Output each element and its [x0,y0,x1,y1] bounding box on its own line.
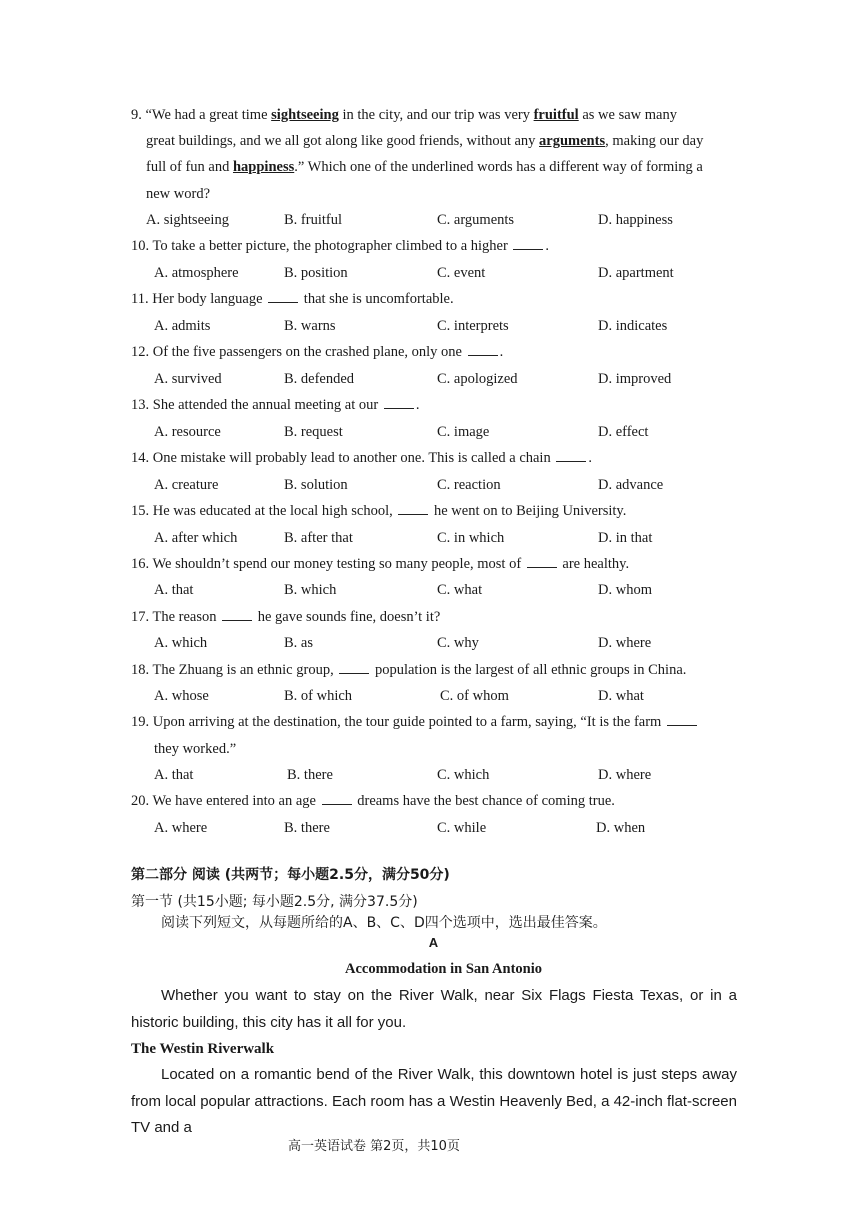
option-b: B. warns [284,318,336,334]
option-d: D. where [598,635,652,651]
paragraph-1: Whether you want to stay on the River Walk, near Six Flags Fiesta Texas, or in a historic building, this city has it all for you. [131,987,737,1031]
section-heading: 第一节 (共15小题; 每小题2.5分, 满分37.5分) [131,894,418,910]
answer-blank [667,714,697,726]
option-a: A. where [154,820,208,836]
underlined-word-happiness: happiness [232,159,295,175]
answer-blank [339,662,369,674]
option-a: A. atmosphere [154,265,239,281]
option-b: B. as [284,635,313,651]
question-16: 16. We shouldn’t spend our money testing so many people, most of are healthy. [131,556,630,572]
underlined-word-sightseeing: sightseeing [271,107,339,123]
option-a: A. creature [154,477,219,493]
option-b: B. fruitful [284,212,342,228]
option-d: D. where [598,767,652,783]
option-a: A. after which [154,530,238,546]
option-b: B. after that [284,530,353,546]
paragraph-2: Located on a romantic bend of the River Walk, this downtown hotel is just steps away from local popular attractions. Each room has a Westin Heavenly Bed, a 42-inch flat-screen TV and a [131,1066,737,1136]
option-a: A. that [154,582,194,598]
answer-blank [468,344,498,356]
answer-blank [513,238,543,250]
instruction: 阅读下列短文，从每题所给的A、B、C、D四个选项中，选出最佳答案。 [161,915,607,931]
option-c: C. which [437,767,490,783]
question-9-line-1: 9. “We had a great time sightseeing in the city, and our trip was very fruitful as we saw many [131,107,677,123]
option-b: B. there [287,767,333,783]
option-d: D. happiness [598,212,673,228]
question-18: 18. The Zhuang is an ethnic group, population is the largest of all ethnic groups in China. [131,662,687,678]
option-b: B. of which [284,688,353,704]
question-19: 19. Upon arriving at the destination, the tour guide pointed to a farm, saying, “It is the farm [131,713,699,731]
option-b: B. there [284,820,330,836]
option-c: C. image [437,424,490,440]
question-19-line-2: they worked.” [154,741,237,757]
option-a: A. sightseeing [146,212,229,228]
option-d: D. indicates [598,318,668,334]
question-11: 11. Her body language that she is uncomfortable. [131,291,454,307]
option-b: B. defended [284,371,355,387]
question-12: 12. Of the five passengers on the crashed plane, only one . [131,344,504,360]
option-c: C. event [437,265,486,281]
option-b: B. solution [284,477,348,493]
question-9-line-4: new word? [146,186,211,202]
option-c: C. in which [437,530,505,546]
option-b: B. which [284,582,337,598]
option-c: C. apologized [437,371,518,387]
option-d: D. improved [598,371,672,387]
option-a: A. resource [154,424,221,440]
option-c: C. what [437,582,483,598]
option-d: D. what [598,688,644,704]
option-a: A. which [154,635,208,651]
option-a: A. admits [154,318,211,334]
option-a: A. survived [154,371,222,387]
question-14: 14. One mistake will probably lead to another one. This is called a chain . [131,450,592,466]
underlined-word-arguments: arguments [539,133,606,149]
option-b: B. position [284,265,348,281]
part-heading: 第二部分 阅读 (共两节；每小题2.5分，满分50分) [131,867,450,883]
answer-blank [384,397,414,409]
option-d: D. apartment [598,265,674,281]
answer-blank [527,556,557,568]
answer-blank [322,793,352,805]
passage-letter: A [428,935,439,950]
question-13: 13. She attended the annual meeting at our . [131,397,420,413]
underlined-word-fruitful: fruitful [533,107,579,123]
option-c: C. why [437,635,479,651]
option-c: C. reaction [437,477,501,493]
option-c: C. while [437,820,487,836]
answer-blank [268,291,298,303]
option-d: D. in that [598,530,653,546]
option-c: C. of whom [440,688,509,704]
answer-blank [556,450,586,462]
subheading: The Westin Riverwalk [131,1041,275,1057]
question-9-line-2: great buildings, and we all got along like good friends, without any arguments, making our day [146,133,704,149]
page-footer: 高一英语试卷 第2页，共10页 [288,1139,460,1154]
option-d: D. when [596,820,646,836]
option-d: D. effect [598,424,649,440]
option-a: A. that [154,767,194,783]
question-9-line-3: full of fun and happiness.” Which one of the underlined words has a different way of forming a [146,159,703,175]
passage-title: Accommodation in San Antonio [345,961,542,977]
option-a: A. whose [154,688,209,704]
option-d: D. whom [598,582,652,598]
question-15: 15. He was educated at the local high school, he went on to Beijing University. [131,503,627,519]
answer-blank [398,503,428,515]
question-20: 20. We have entered into an age dreams have the best chance of coming true. [131,793,615,809]
option-c: C. arguments [437,212,515,228]
answer-blank [222,609,252,621]
question-10: 10. To take a better picture, the photographer climbed to a higher . [131,238,550,254]
option-b: B. request [284,424,343,440]
option-d: D. advance [598,477,664,493]
option-c: C. interprets [437,318,509,334]
question-17: 17. The reason he gave sounds fine, doesn’t it? [131,609,441,625]
